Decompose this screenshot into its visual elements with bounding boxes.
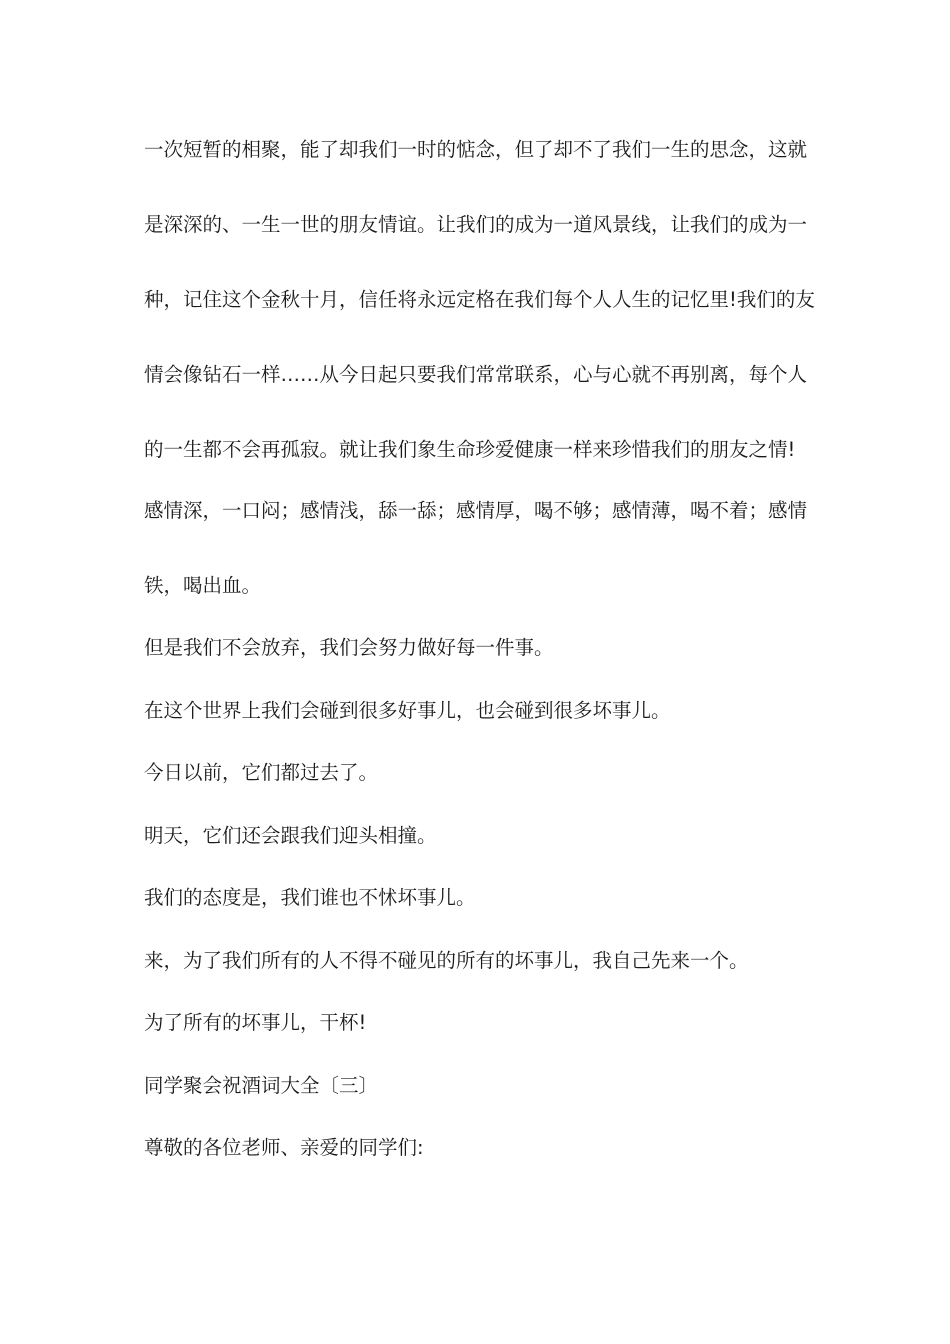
paragraph-line: 铁，喝出血。 — [144, 574, 262, 597]
paragraph-line: 明天，它们还会跟我们迎头相撞。 — [144, 824, 437, 847]
paragraph-line: 感情深，一口闷；感情浅，舔一舔；感情厚，喝不够；感情薄，喝不着；感情 — [144, 499, 808, 522]
paragraph-line: 情会像钻石一样……从今日起只要我们常常联系，心与心就不再别离，每个人 — [144, 363, 808, 386]
paragraph-line: 一次短暂的相聚，能了却我们一时的惦念，但了却不了我们一生的思念，这就 — [144, 138, 808, 161]
paragraph-line: 我们的态度是，我们谁也不怵坏事儿。 — [144, 886, 476, 909]
paragraph-line: 但是我们不会放弃，我们会努力做好每一件事。 — [144, 636, 554, 659]
paragraph-line: 为了所有的坏事儿，干杯! — [144, 1011, 367, 1034]
paragraph-line: 在这个世界上我们会碰到很多好事儿，也会碰到很多坏事儿。 — [144, 699, 671, 722]
paragraph-line: 是深深的、一生一世的朋友情谊。让我们的成为一道风景线，让我们的成为一 — [144, 213, 808, 236]
paragraph-line: 的一生都不会再孤寂。就让我们象生命珍爱健康一样来珍惜我们的朋友之情! — [144, 438, 796, 461]
salutation-line: 尊敬的各位老师、亲爱的同学们: — [144, 1136, 424, 1159]
paragraph-line: 种，记住这个金秋十月，信任将永远定格在我们每个人人生的记忆里!我们的友 — [144, 288, 815, 311]
paragraph-line: 来，为了我们所有的人不得不碰见的所有的坏事儿，我自己先来一个。 — [144, 949, 749, 972]
paragraph-line: 今日以前，它们都过去了。 — [144, 761, 379, 784]
section-heading: 同学聚会祝酒词大全〔三〕 — [144, 1074, 379, 1097]
